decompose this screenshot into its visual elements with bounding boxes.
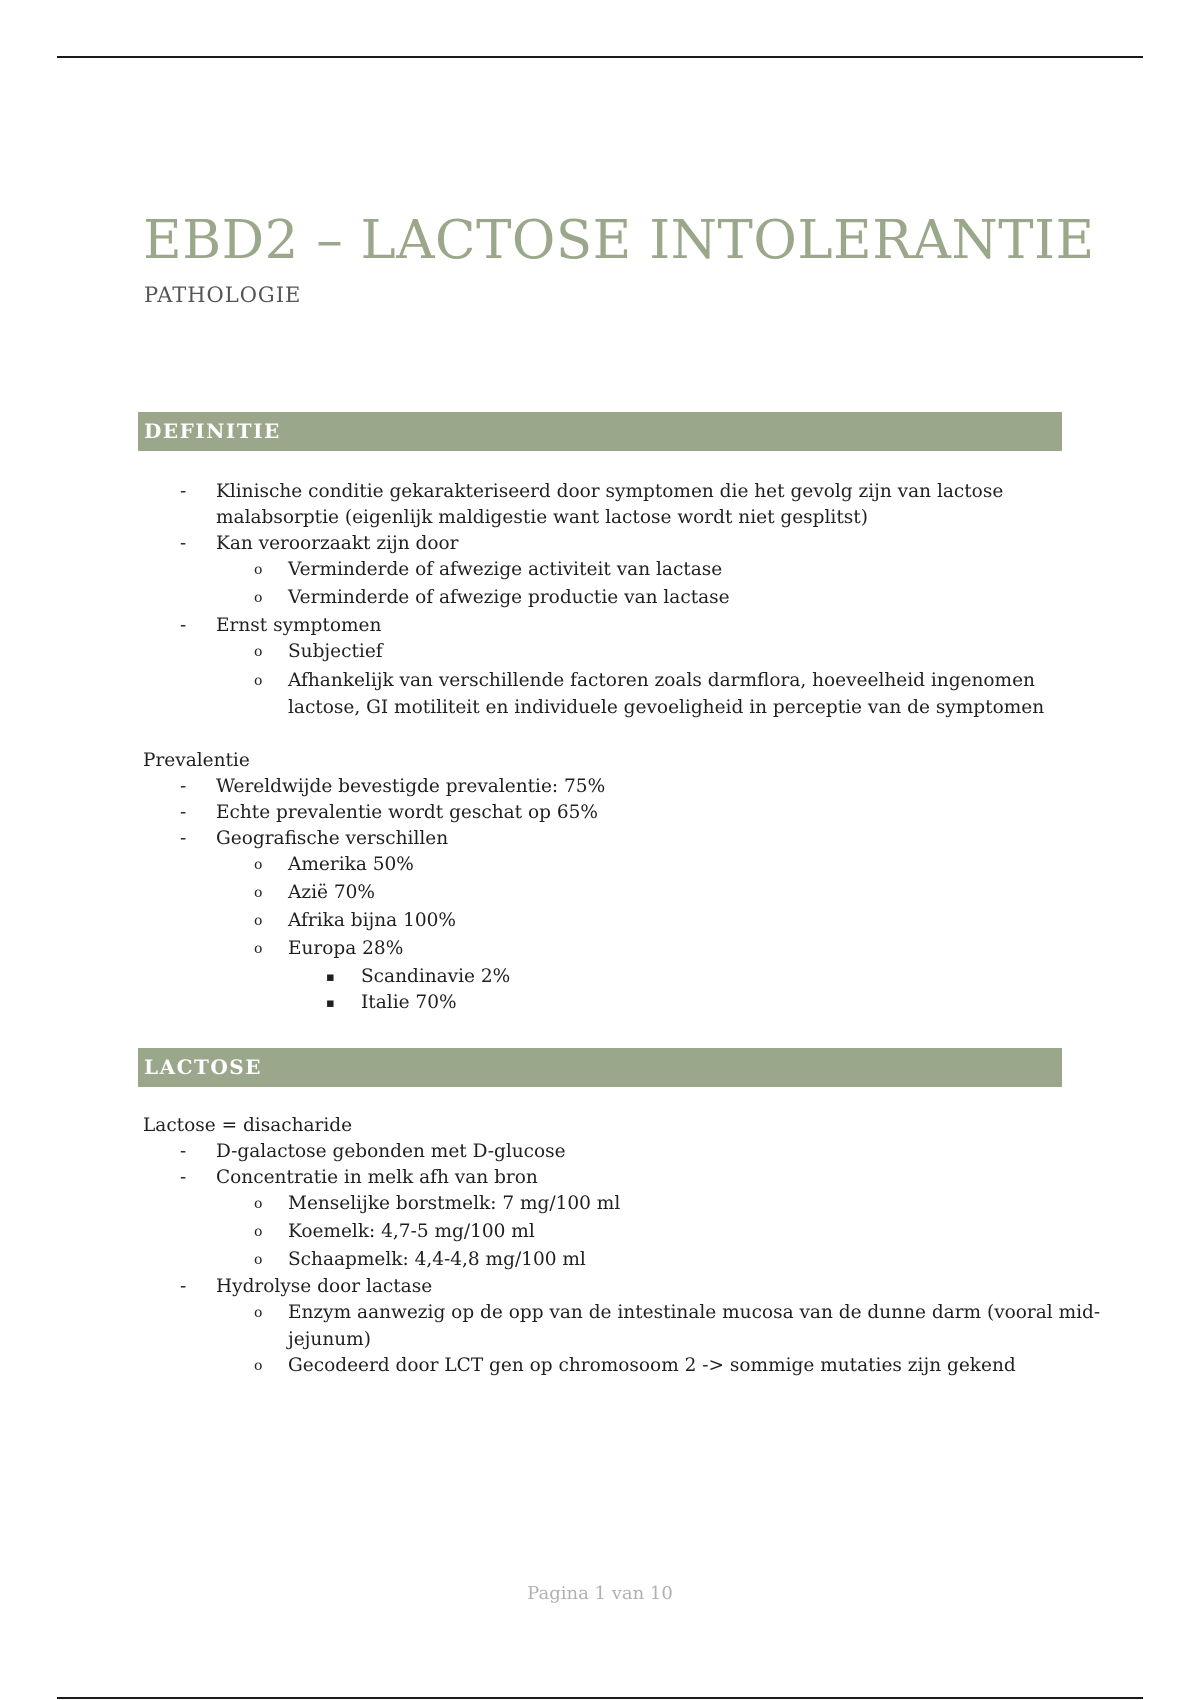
list-item: Afrika bijna 100%	[288, 910, 456, 931]
list-item: Verminderde of afwezige productie van lactase	[288, 587, 730, 608]
list-item: D-galactose gebonden met D-glucose	[216, 1141, 566, 1162]
list-item: Azië 70%	[288, 882, 375, 903]
list-item: Kan veroorzaakt zijn door	[216, 533, 459, 554]
dash-bullet: -	[180, 1276, 187, 1297]
document-title: EBD2 – LACTOSE INTOLERANTIE	[143, 210, 1095, 271]
section-heading-lactose	[138, 1048, 1062, 1087]
prevalentie-label: Prevalentie	[143, 750, 250, 771]
circle-bullet: o	[254, 590, 263, 606]
lactose-intro: Lactose = disacharide	[143, 1115, 353, 1136]
list-item: malabsorptie (eigenlijk maldigestie want lactose wordt niet gesplitst)	[216, 507, 868, 528]
dash-bullet: -	[180, 1167, 187, 1188]
circle-bullet: o	[254, 1196, 263, 1212]
document-subtitle: PATHOLOGIE	[144, 283, 302, 307]
section-heading-definitie	[138, 412, 1062, 451]
list-item: Schaapmelk: 4,4-4,8 mg/100 ml	[288, 1249, 586, 1270]
circle-bullet: o	[254, 941, 263, 957]
list-item: Hydrolyse door lactase	[216, 1276, 433, 1297]
list-item: jejunum)	[288, 1329, 371, 1350]
dash-bullet: -	[180, 1141, 187, 1162]
circle-bullet: o	[254, 1358, 263, 1374]
section-heading-label: LACTOSE	[144, 1055, 262, 1079]
section-heading-label: DEFINITIE	[144, 419, 281, 443]
header-rule	[57, 56, 1143, 58]
circle-bullet: o	[254, 1252, 263, 1268]
list-item: Enzym aanwezig op de opp van de intestinale mucosa van de dunne darm (vooral mid-	[288, 1302, 1101, 1323]
circle-bullet: o	[254, 885, 263, 901]
circle-bullet: o	[254, 1224, 263, 1240]
circle-bullet: o	[254, 673, 263, 689]
circle-bullet: o	[254, 644, 263, 660]
list-item: Ernst symptomen	[216, 615, 382, 636]
dash-bullet: -	[180, 481, 187, 502]
dash-bullet: -	[180, 533, 187, 554]
list-item: Italie 70%	[361, 992, 457, 1013]
circle-bullet: o	[254, 562, 263, 578]
list-item: Afhankelijk van verschillende factoren zoals darmflora, hoeveelheid ingenomen	[288, 670, 1035, 691]
footer-rule	[57, 1697, 1143, 1699]
list-item: Klinische conditie gekarakteriseerd door symptomen die het gevolg zijn van lactose	[216, 481, 1004, 502]
list-item: Geografische verschillen	[216, 828, 449, 849]
list-item: Scandinavie 2%	[361, 966, 511, 987]
list-item: Koemelk: 4,7-5 mg/100 ml	[288, 1221, 535, 1242]
list-item: Amerika 50%	[288, 854, 414, 875]
page-number: Pagina 1 van 10	[527, 1583, 673, 1604]
circle-bullet: o	[254, 913, 263, 929]
dash-bullet: -	[180, 615, 187, 636]
list-item: Gecodeerd door LCT gen op chromosoom 2 -> sommige mutaties zijn gekend	[288, 1355, 1016, 1376]
list-item: Menselijke borstmelk: 7 mg/100 ml	[288, 1193, 621, 1214]
circle-bullet: o	[254, 1305, 263, 1321]
list-item: Verminderde of afwezige activiteit van lactase	[288, 559, 723, 580]
list-item: lactose, GI motiliteit en individuele gevoeligheid in perceptie van de symptomen	[288, 697, 1045, 718]
square-bullet: ▪	[326, 996, 335, 1011]
list-item: Concentratie in melk afh van bron	[216, 1167, 538, 1188]
dash-bullet: -	[180, 828, 187, 849]
list-item: Subjectief	[288, 641, 383, 662]
square-bullet: ▪	[326, 970, 335, 985]
list-item: Wereldwijde bevestigde prevalentie: 75%	[216, 776, 606, 797]
dash-bullet: -	[180, 776, 187, 797]
list-item: Echte prevalentie wordt geschat op 65%	[216, 802, 598, 823]
circle-bullet: o	[254, 857, 263, 873]
list-item: Europa 28%	[288, 938, 404, 959]
dash-bullet: -	[180, 802, 187, 823]
